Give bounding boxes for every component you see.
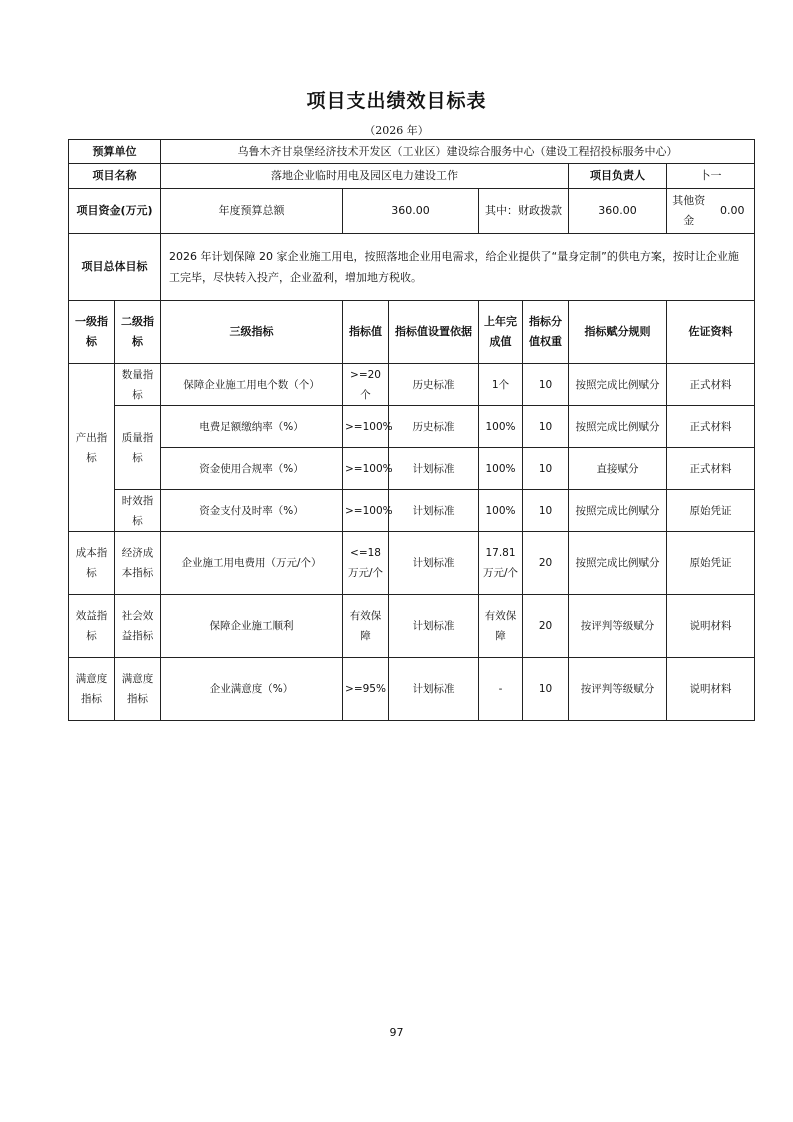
indicator-value: >=100% (343, 448, 389, 490)
header-level1: 一级指标 (69, 301, 115, 364)
indicator-weight: 10 (523, 658, 569, 721)
leader-label: 项目负责人 (569, 164, 667, 189)
indicator-value: >=100% (343, 406, 389, 448)
indicator-last: 100% (479, 406, 523, 448)
indicator-name: 资金支付及时率（%） (161, 490, 343, 532)
funds-label: 项目资金(万元) (69, 189, 161, 234)
indicator-rule: 按照完成比例赋分 (569, 490, 667, 532)
annual-budget-label: 年度预算总额 (161, 189, 343, 234)
table-row (69, 448, 755, 490)
indicator-rule: 按照完成比例赋分 (569, 364, 667, 406)
indicator-basis: 计划标准 (389, 532, 479, 595)
project-name-label: 项目名称 (69, 164, 161, 189)
indicator-basis: 计划标准 (389, 448, 479, 490)
header-level3: 三级指标 (161, 301, 343, 364)
indicator-evidence: 原始凭证 (667, 490, 755, 532)
header-evidence: 佐证资料 (667, 301, 755, 364)
project-name-row (69, 164, 755, 189)
indicator-rule: 按照完成比例赋分 (569, 406, 667, 448)
header-value: 指标值 (343, 301, 389, 364)
group-output: 产出指标 (69, 364, 115, 532)
group-cost: 成本指标 (69, 532, 115, 595)
indicator-value: >=100% (343, 490, 389, 532)
indicator-name: 保障企业施工顺利 (161, 595, 343, 658)
indicator-basis: 历史标准 (389, 406, 479, 448)
indicator-evidence: 正式材料 (667, 406, 755, 448)
header-last-year: 上年完成值 (479, 301, 523, 364)
indicator-last: - (479, 658, 523, 721)
table-row (69, 364, 755, 406)
budget-unit-row (69, 140, 755, 164)
indicator-basis: 历史标准 (389, 364, 479, 406)
indicator-value: >=95% (343, 658, 389, 721)
indicator-name: 资金使用合规率（%） (161, 448, 343, 490)
indicator-evidence: 正式材料 (667, 364, 755, 406)
indicator-name: 保障企业施工用电个数（个） (161, 364, 343, 406)
annual-budget-value: 360.00 (343, 189, 479, 234)
header-basis: 指标值设置依据 (389, 301, 479, 364)
table-row (69, 490, 755, 532)
indicator-weight: 10 (523, 406, 569, 448)
indicator-evidence: 正式材料 (667, 448, 755, 490)
goal-row (69, 234, 755, 301)
table-row (69, 658, 755, 721)
subgroup-timeliness: 时效指标 (115, 490, 161, 532)
indicator-last: 100% (479, 448, 523, 490)
header-level2: 二级指标 (115, 301, 161, 364)
year-label: （2026 年） (364, 124, 429, 137)
indicator-value: >=20个 (343, 364, 389, 406)
indicator-basis: 计划标准 (389, 595, 479, 658)
table-row (69, 532, 755, 595)
leader-value: 卜一 (667, 164, 755, 189)
subgroup-quality: 质量指标 (115, 406, 161, 490)
indicator-name: 电费足额缴纳率（%） (161, 406, 343, 448)
indicator-value: <=18万元/个 (343, 532, 389, 595)
budget-unit-label: 预算单位 (69, 140, 161, 164)
table-row (69, 406, 755, 448)
goal-text: 2026 年计划保障 20 家企业施工用电，按照落地企业用电需求，给企业提供了“量身定制”的供电方案，按时让企业施工完毕，尽快转入投产，企业盈利，增加地方税收。 (161, 234, 755, 301)
other-funds-label: 其他资金 (672, 194, 706, 227)
page-number: 97 (389, 1026, 404, 1039)
indicator-name: 企业施工用电费用（万元/个） (161, 532, 343, 595)
indicator-rule: 直接赋分 (569, 448, 667, 490)
indicator-name: 企业满意度（%） (161, 658, 343, 721)
subgroup-economic: 经济成本指标 (115, 532, 161, 595)
goal-label: 项目总体目标 (69, 234, 161, 301)
subgroup-quantity: 数量指标 (115, 364, 161, 406)
indicator-last: 1个 (479, 364, 523, 406)
fiscal-value: 360.00 (569, 189, 667, 234)
indicator-last: 17.81万元/个 (479, 532, 523, 595)
indicator-evidence: 原始凭证 (667, 532, 755, 595)
other-funds-cell (667, 189, 755, 234)
group-satisfaction: 满意度指标 (69, 658, 115, 721)
indicator-basis: 计划标准 (389, 658, 479, 721)
header-row (69, 301, 755, 364)
header-rule: 指标赋分规则 (569, 301, 667, 364)
indicator-last: 100% (479, 490, 523, 532)
other-funds-value: 0.00 (720, 204, 745, 217)
indicator-weight: 20 (523, 595, 569, 658)
indicator-evidence: 说明材料 (667, 658, 755, 721)
indicator-rule: 按评判等级赋分 (569, 595, 667, 658)
subgroup-satisfaction: 满意度指标 (115, 658, 161, 721)
page-title: 项目支出绩效目标表 (306, 90, 487, 112)
indicator-value: 有效保障 (343, 595, 389, 658)
indicator-weight: 10 (523, 448, 569, 490)
indicator-rule: 按照完成比例赋分 (569, 532, 667, 595)
fiscal-label: 其中：财政拨款 (479, 189, 569, 234)
project-name-value: 落地企业临时用电及园区电力建设工作 (161, 164, 569, 189)
subgroup-social: 社会效益指标 (115, 595, 161, 658)
indicator-basis: 计划标准 (389, 490, 479, 532)
indicator-evidence: 说明材料 (667, 595, 755, 658)
indicator-rule: 按评判等级赋分 (569, 658, 667, 721)
funds-row (69, 189, 755, 234)
indicator-weight: 10 (523, 490, 569, 532)
performance-table (68, 139, 755, 721)
table-row (69, 595, 755, 658)
indicator-weight: 20 (523, 532, 569, 595)
budget-unit-value: 乌鲁木齐甘泉堡经济技术开发区（工业区）建设综合服务中心（建设工程招投标服务中心） (161, 140, 755, 164)
indicator-last: 有效保障 (479, 595, 523, 658)
group-benefit: 效益指标 (69, 595, 115, 658)
header-weight: 指标分值权重 (523, 301, 569, 364)
indicator-weight: 10 (523, 364, 569, 406)
